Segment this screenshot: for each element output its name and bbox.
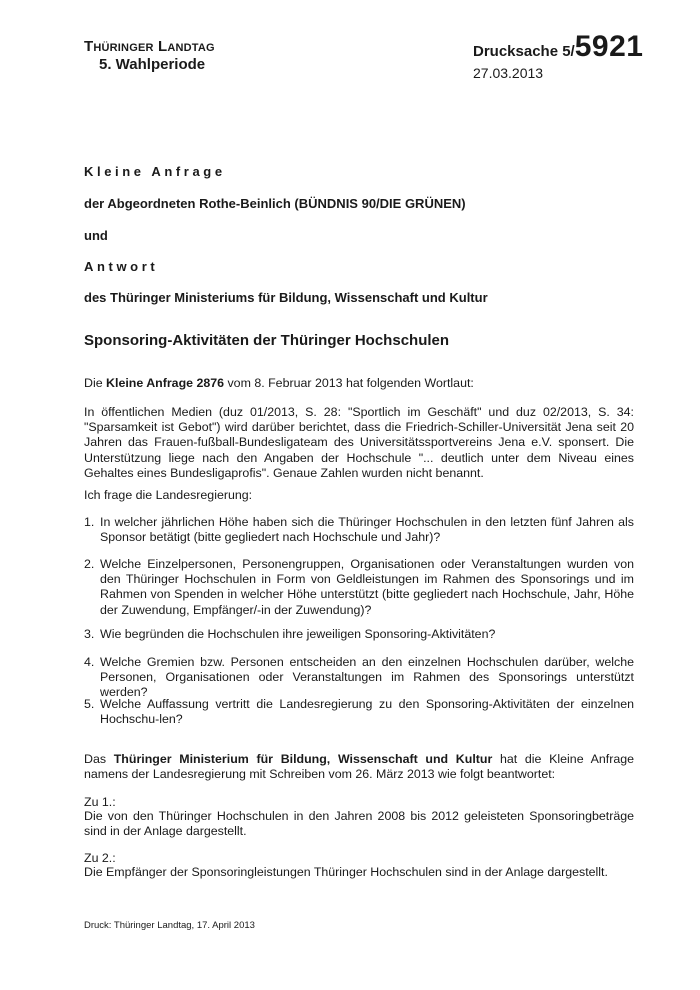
header-left — [84, 38, 215, 74]
legislative-period: 5. Wahlperiode — [99, 56, 206, 73]
drucksache-number: 5921 — [574, 30, 644, 63]
question-number: 2. — [84, 557, 95, 571]
asker-line: der Abgeordneten Rothe-Beinlich (BÜNDNIS 90/DIE GRÜNEN) — [84, 196, 466, 211]
question-text: Welche Einzelpersonen, Personengruppen, Organisationen oder Veranstaltungen wurden von den Thüringer Hochschulen in Form von Geldleistungen im Rahmen des Sponsorings und im Rahmen von Spenden in welcher Höhe unterstützt (bitte gegliedert nach Hochschule, Jahr, Höhe der Zuwendung, Empfänger/-in der Zuwendung)? — [100, 557, 634, 617]
subject-title: Sponsoring-Aktivitäten der Thüringer Hochschulen — [84, 332, 450, 349]
intro-prefix: Die — [84, 376, 107, 390]
answer-intro-suffix: hat die Kleine Anfrage namens der Landesregierung mit Schreiben vom 26. März 2013 wie folgt beantwortet: — [84, 752, 635, 782]
question-number: 3. — [84, 627, 95, 641]
question-number: 4. — [84, 655, 95, 669]
question-text: Welche Auffassung vertritt die Landesregierung zu den Sponsoring-Aktivitäten der einzelnen Hochschu-len? — [100, 697, 634, 727]
drucksache-label: Drucksache 5/ — [473, 43, 575, 60]
ask-line: Ich frage die Landesregierung: — [84, 488, 253, 502]
answer-1-text: Die von den Thüringer Hochschulen in den Jahren 2008 bis 2012 geleisteten Sponsoringbeträge sind in der Anlage dargestellt. — [84, 809, 634, 839]
question-number: 1. — [84, 515, 95, 529]
question-item — [84, 697, 634, 727]
answer-1-label: Zu 1.: — [84, 795, 116, 809]
drucksache-line — [473, 32, 643, 67]
ministry-line: des Thüringer Ministeriums für Bildung, Wissenschaft und Kultur — [84, 290, 488, 305]
answer-2-label: Zu 2.: — [84, 851, 116, 865]
answer-2-text: Die Empfänger der Sponsoringleistungen Thüringer Hochschulen sind in der Anlage dargestellt. — [84, 865, 608, 879]
und-line: und — [84, 228, 108, 243]
question-text: Wie begründen die Hochschulen ihre jeweiligen Sponsoring-Aktivitäten? — [100, 627, 496, 641]
question-number: 5. — [84, 697, 95, 711]
answer-intro-prefix: Das — [84, 752, 114, 766]
preamble-paragraph: In öffentlichen Medien (duz 01/2013, S. 28: "Sportlich im Geschäft" und duz 02/2013, S. 34: "Sparsamkeit ist Gebot") wird darüber berichtet, dass die Friedrich-Schiller-Universität Jena seit 20 Jahren das Frauen-fußball-Bundesligateam des Universitätssportvereins Jena e.V. sponsert. Die Unterstützung liege nach den Angaben der Hochschule "... deutlich unter dem Niveau eines Gehaltes eines Bundesligaprofis". Genaue Zahlen wurden nicht benannt. — [84, 405, 634, 480]
intro-paragraph — [84, 376, 634, 391]
answer-intro-bold: Thüringer Ministerium für Bildung, Wissenschaft und Kultur — [113, 752, 493, 766]
antwort-heading: Antwort — [84, 259, 159, 274]
header-right — [473, 32, 643, 81]
question-item — [84, 627, 634, 642]
question-text: In welcher jährlichen Höhe haben sich die Thüringer Hochschulen in den letzten fünf Jahren als Sponsor betätigt (bitte gegliedert nach Hochschule und Jahr)? — [100, 515, 634, 545]
institution-name: Thüringer Landtag — [84, 38, 215, 55]
print-footer: Druck: Thüringer Landtag, 17. April 2013 — [84, 920, 255, 931]
question-item — [84, 515, 634, 545]
question-item — [84, 557, 634, 618]
intro-suffix: vom 8. Februar 2013 hat folgenden Wortlaut: — [224, 376, 474, 390]
kleine-anfrage-heading: Kleine Anfrage — [84, 164, 226, 179]
intro-bold: Kleine Anfrage 2876 — [106, 376, 225, 390]
document-date: 27.03.2013 — [473, 65, 544, 81]
question-text: Welche Gremien bzw. Personen entscheiden an den einzelnen Hochschulen darüber, welche Personen, Organisationen oder Veranstaltungen im Rahmen des Sponsorings unterstützt werden? — [100, 655, 634, 700]
question-item — [84, 655, 634, 701]
answer-intro-paragraph — [84, 752, 634, 782]
